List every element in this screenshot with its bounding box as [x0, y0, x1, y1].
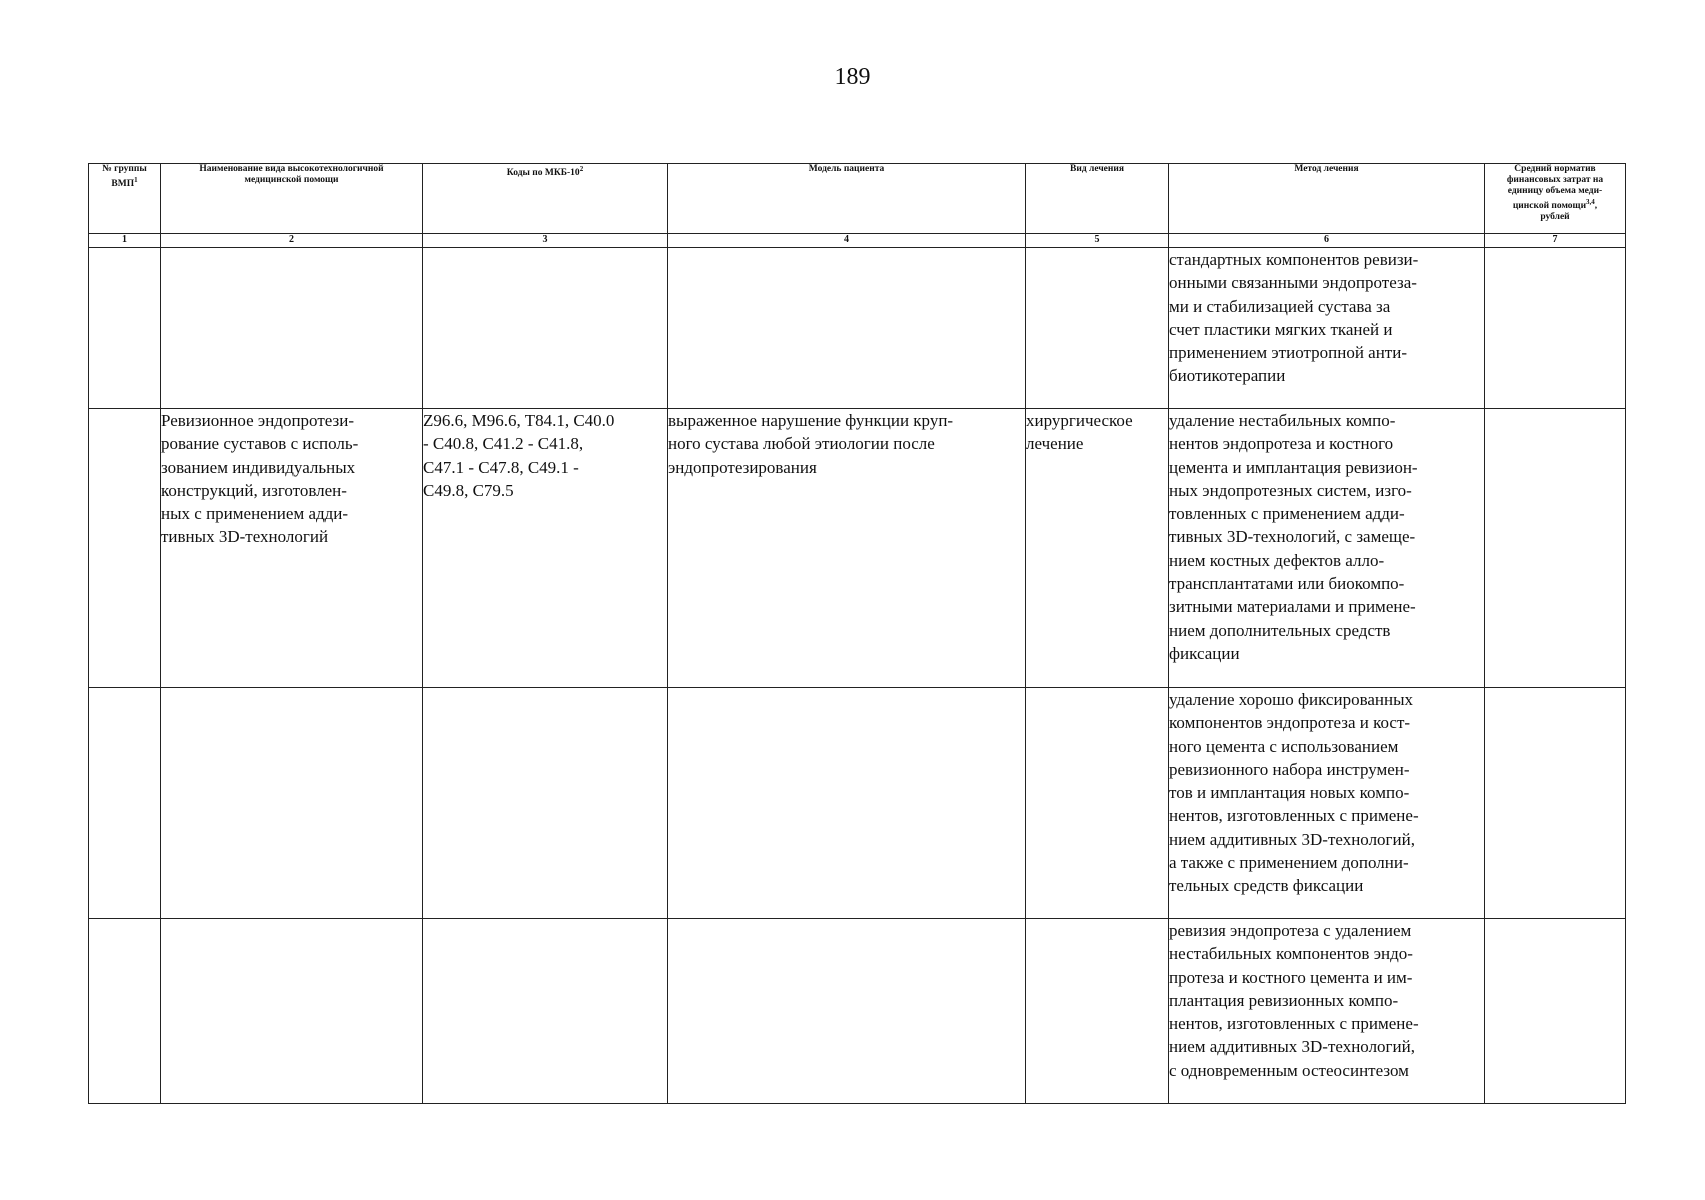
- page-number: 189: [834, 64, 871, 90]
- column-number-row: [89, 234, 1626, 248]
- cell-treatment-type: [1026, 919, 1169, 1104]
- column-number: 5: [1026, 234, 1169, 248]
- cell-group-number: [89, 248, 161, 409]
- cell-cost-standard: [1485, 919, 1626, 1104]
- cell-text-line: счет пластики мягких тканей и: [1169, 319, 1393, 339]
- cell-care-type-name: [161, 919, 423, 1104]
- cell-text-line: ного сустава любой этиологии после: [668, 434, 935, 454]
- cell-care-type-name: [161, 688, 423, 919]
- cell-text-line: с одновременным остеосинтезом: [1169, 1060, 1409, 1080]
- cell-text-line: зитными материалами и примене-: [1169, 597, 1416, 617]
- cell-text-line: рование суставов с исполь-: [161, 434, 359, 454]
- cell-text-line: компонентов эндопротеза и кост-: [1169, 713, 1411, 733]
- header-group-number: № группы ВМП$^1$: [89, 164, 161, 234]
- cell-text-line: ных эндопротезных систем, изго-: [1169, 480, 1412, 500]
- cell-text-line: хирургическое: [1026, 411, 1133, 430]
- cell-cost-standard: [1485, 688, 1626, 919]
- cell-text-line: эндопротезирования: [668, 457, 817, 477]
- cell-cost-standard: [1485, 409, 1626, 688]
- cell-text-line: биотикотерапии: [1169, 366, 1286, 386]
- cell-text-line: тов и имплантация новых компо-: [1169, 783, 1410, 803]
- table-row: [89, 919, 1626, 1104]
- table-header-row: [89, 164, 1626, 234]
- cell-text-line: тельных средств фиксации: [1169, 876, 1364, 896]
- header-icd-codes: Коды по МКБ-$10^2$: [423, 164, 668, 234]
- cell-patient-model: [668, 248, 1026, 409]
- cell-text-line: ми и стабилизацией сустава за: [1169, 296, 1391, 316]
- cell-text-line: цемента и имплантация ревизион-: [1169, 457, 1418, 477]
- cell-text-line: нентов эндопротеза и костного: [1169, 434, 1394, 454]
- cell-text-line: нием костных дефектов алло-: [1169, 550, 1385, 570]
- table-row: [89, 688, 1626, 919]
- column-number: 2: [161, 234, 423, 248]
- cell-text-line: нентов, изготовленных с примене-: [1169, 1014, 1419, 1034]
- cell-text-line: нием дополнительных средств: [1169, 620, 1391, 640]
- column-number: 7: [1485, 234, 1626, 248]
- cell-text-line: протеза и костного цемента и им-: [1169, 967, 1413, 987]
- cell-treatment-method: [1169, 409, 1485, 688]
- cell-cost-standard: [1485, 248, 1626, 409]
- cell-treatment-method: [1169, 919, 1485, 1104]
- column-number: 4: [668, 234, 1026, 248]
- cell-text-line: применением этиотропной анти-: [1169, 343, 1407, 363]
- cell-text-line: тивных 3D-технологий, с замеще-: [1169, 527, 1416, 547]
- cell-treatment-type: [1026, 409, 1169, 688]
- cell-text-line: выраженное нарушение функции круп-: [668, 411, 954, 430]
- cell-text-line: конструкций, изготовлен-: [161, 480, 347, 500]
- header-cost-standard: Средний норматив финансовых затрат на единицу объема меди- цинской помощи$^{3,4}$, рублей: [1485, 164, 1626, 234]
- cell-icd-codes: [423, 919, 668, 1104]
- table-row: [89, 409, 1626, 688]
- cell-text-line: а также с применением дополни-: [1169, 853, 1409, 873]
- cell-group-number: [89, 409, 161, 688]
- cell-treatment-type: [1026, 248, 1169, 409]
- cell-patient-model: [668, 688, 1026, 919]
- cell-care-type-name: [161, 248, 423, 409]
- cell-text-line: стандартных компонентов ревизи-: [1169, 250, 1419, 269]
- cell-treatment-type: [1026, 688, 1169, 919]
- cell-treatment-method: [1169, 248, 1485, 409]
- header-patient-model: Модель пациента: [668, 164, 1026, 234]
- cell-patient-model: [668, 919, 1026, 1104]
- cell-text-line: - C40.8, C41.2 - C41.8,: [423, 434, 584, 454]
- cell-text-line: фиксации: [1169, 643, 1240, 663]
- cell-text-line: онными связанными эндопротеза-: [1169, 273, 1417, 293]
- cell-icd-codes: [423, 248, 668, 409]
- vmp-table: [88, 163, 1626, 1104]
- cell-text-line: плантация ревизионных компо-: [1169, 990, 1399, 1010]
- column-number: 3: [423, 234, 668, 248]
- cell-text-line: ревизия эндопротеза с удалением: [1169, 921, 1412, 940]
- header-treatment-type: Вид лечения: [1026, 164, 1169, 234]
- cell-text-line: ревизионного набора инструмен-: [1169, 759, 1410, 779]
- cell-text-line: тивных 3D-технологий: [161, 527, 329, 547]
- cell-text-line: Ревизионное эндопротези-: [161, 411, 354, 430]
- cell-text-line: удаление хорошо фиксированных: [1169, 690, 1414, 709]
- cell-icd-codes: [423, 688, 668, 919]
- cell-text-line: удаление нестабильных компо-: [1169, 411, 1396, 430]
- cell-text-line: товленных с применением адди-: [1169, 504, 1405, 524]
- cell-text-line: C47.1 - C47.8, C49.1 -: [423, 457, 579, 477]
- cell-icd-codes: [423, 409, 668, 688]
- cell-text-line: нентов, изготовленных с примене-: [1169, 806, 1419, 826]
- cell-care-type-name: [161, 409, 423, 688]
- column-number: 1: [89, 234, 161, 248]
- cell-text-line: ного цемента с использованием: [1169, 736, 1399, 756]
- cell-text-line: нием аддитивных 3D-технологий,: [1169, 829, 1415, 849]
- header-care-type-name: Наименование вида высокотехнологичной медицинской помощи: [161, 164, 423, 234]
- cell-text-line: нием аддитивных 3D-технологий,: [1169, 1037, 1415, 1057]
- cell-text-line: нестабильных компонентов эндо-: [1169, 944, 1413, 964]
- header-treatment-method: Метод лечения: [1169, 164, 1485, 234]
- cell-text-line: трансплантатами или биокомпо-: [1169, 574, 1405, 594]
- cell-text-line: Z96.6, M96.6, T84.1, C40.0: [423, 411, 615, 430]
- cell-text-line: C49.8, C79.5: [423, 480, 514, 500]
- cell-group-number: [89, 919, 161, 1104]
- cell-text-line: зованием индивидуальных: [161, 457, 356, 477]
- cell-patient-model: [668, 409, 1026, 688]
- cell-treatment-method: [1169, 688, 1485, 919]
- cell-text-line: лечение: [1026, 434, 1084, 454]
- cell-text-line: ных с применением адди-: [161, 504, 349, 524]
- cell-group-number: [89, 688, 161, 919]
- table-row: [89, 248, 1626, 409]
- column-number: 6: [1169, 234, 1485, 248]
